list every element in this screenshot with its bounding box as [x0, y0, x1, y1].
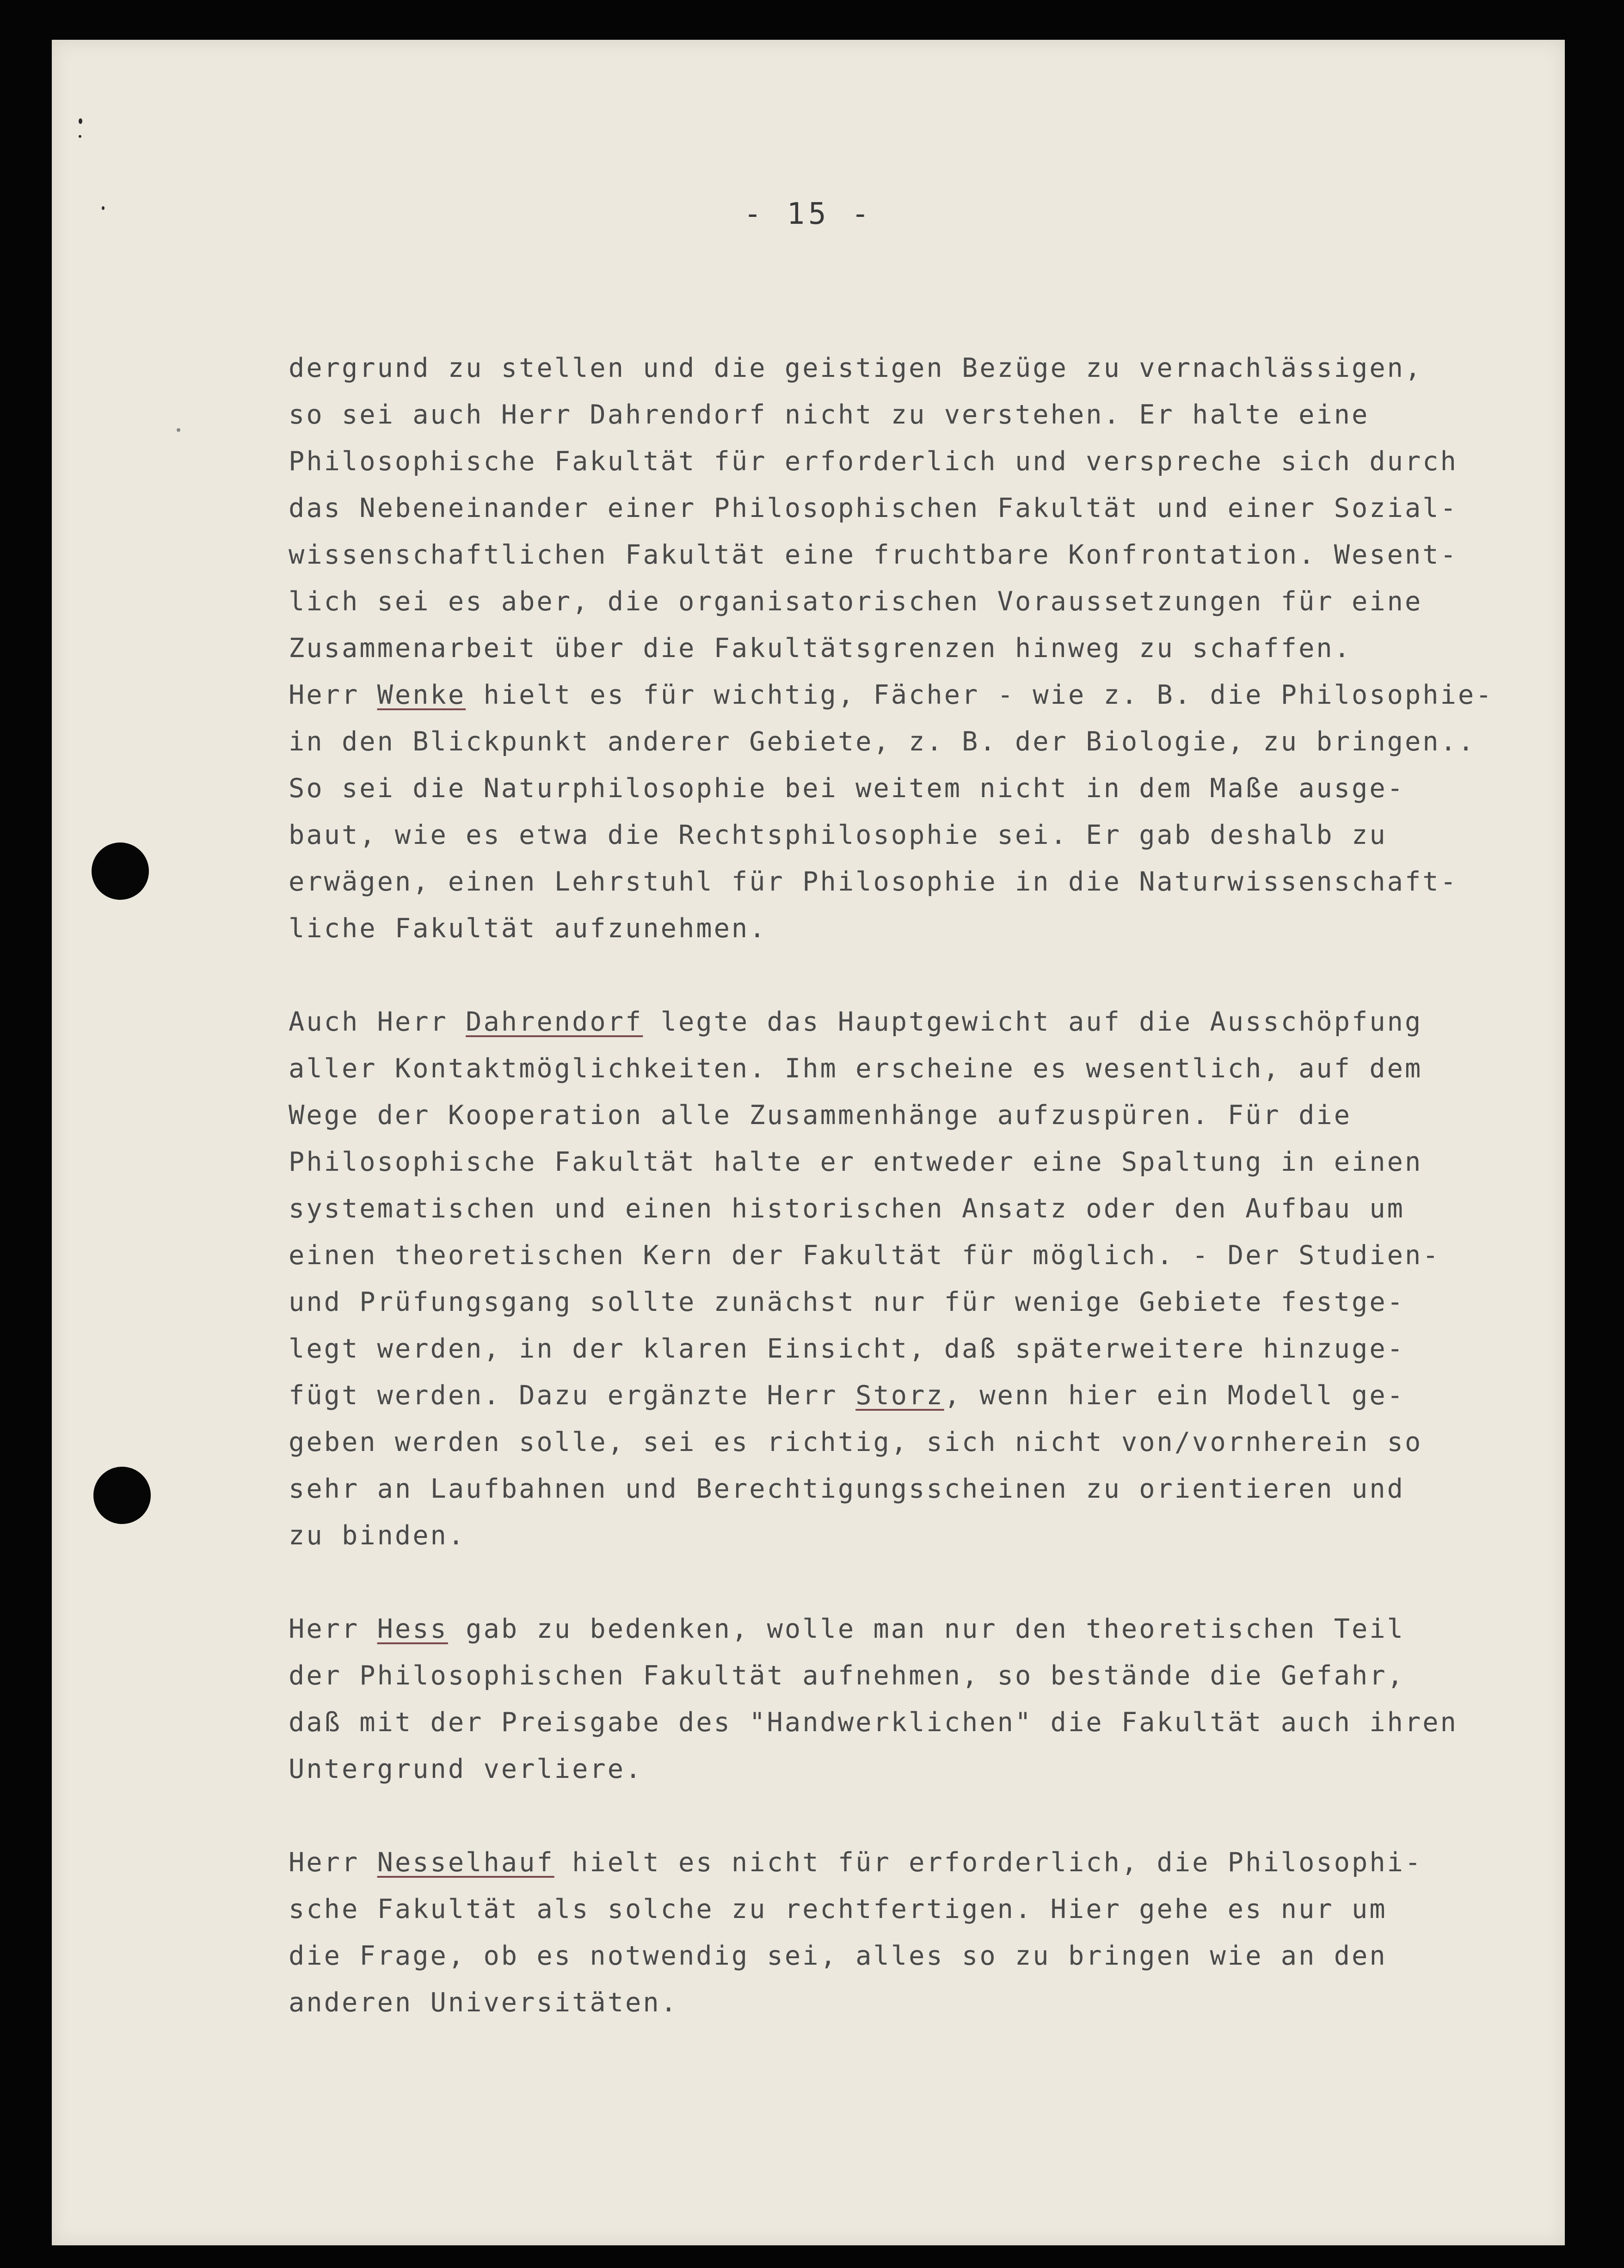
paragraph: [289, 1839, 1624, 2026]
speaker-name-underlined: Nesselhauf: [377, 1847, 554, 1878]
text-line: Untergrund verliere.: [289, 1754, 643, 1784]
page-number: - 15 -: [744, 197, 873, 231]
paragraph-gap: [289, 1793, 1624, 1839]
text-line: Wege der Kooperation alle Zusammenhänge aufzuspüren. Für die: [289, 1100, 1352, 1131]
text-line: der Philosophischen Fakultät aufnehmen, so bestände die Gefahr,: [289, 1660, 1405, 1691]
paragraph: [289, 345, 1624, 952]
text-line: [289, 1606, 1624, 1653]
text-segment: Herr: [289, 1614, 377, 1644]
text-segment: legte das Hauptgewicht auf die Ausschöpfung: [643, 1007, 1423, 1037]
speaker-name-underlined: Storz: [855, 1380, 944, 1411]
speaker-name-underlined: Hess: [377, 1614, 448, 1644]
text-line: legt werden, in der klaren Einsicht, daß späterweitere hinzuge-: [289, 1334, 1405, 1364]
text-line: [289, 1839, 1624, 1886]
text-line: [289, 672, 1624, 719]
paper-speck: [79, 135, 81, 138]
text-line: sche Fakultät als solche zu rechtfertigen. Hier gehe es nur um: [289, 1894, 1387, 1924]
text-line: dergrund zu stellen und die geistigen Bezüge zu vernachlässigen,: [289, 353, 1423, 383]
document-body: [289, 345, 1624, 2026]
text-segment: Herr: [289, 680, 377, 710]
text-line: sehr an Laufbahnen und Berechtigungsscheinen zu orientieren und: [289, 1474, 1405, 1504]
text-line: Philosophische Fakultät für erforderlich und verspreche sich durch: [289, 446, 1458, 477]
speaker-name-underlined: Dahrendorf: [466, 1007, 643, 1037]
paper-speck: [79, 118, 82, 124]
text-segment: fügt werden. Dazu ergänzte Herr: [289, 1380, 856, 1411]
paragraph: [289, 1606, 1624, 1793]
text-line: aller Kontaktmöglichkeiten. Ihm erscheine es wesentlich, auf dem: [289, 1053, 1423, 1084]
text-line: so sei auch Herr Dahrendorf nicht zu verstehen. Er halte eine: [289, 400, 1370, 430]
text-line: [289, 1372, 1624, 1419]
paragraph-gap: [289, 952, 1624, 999]
text-line: wissenschaftlichen Fakultät eine fruchtbare Konfrontation. Wesent-: [289, 540, 1458, 570]
text-line: [289, 999, 1624, 1045]
text-line: lich sei es aber, die organisatorischen Voraussetzungen für eine: [289, 586, 1423, 617]
text-line: So sei die Naturphilosophie bei weitem nicht in dem Maße ausge-: [289, 773, 1405, 804]
text-line: anderen Universitäten.: [289, 1987, 678, 2018]
text-line: daß mit der Preisgabe des "Handwerklichen" die Fakultät auch ihren: [289, 1707, 1458, 1738]
text-line: liche Fakultät aufzunehmen.: [289, 913, 767, 944]
text-segment: , wenn hier ein Modell ge-: [944, 1380, 1405, 1411]
text-segment: Herr: [289, 1847, 377, 1878]
text-line: die Frage, ob es notwendig sei, alles so zu bringen wie an den: [289, 1941, 1387, 1971]
text-line: systematischen und einen historischen Ansatz oder den Aufbau um: [289, 1193, 1405, 1224]
text-line: Philosophische Fakultät halte er entweder eine Spaltung in einen: [289, 1147, 1423, 1177]
paragraph-gap: [289, 1559, 1624, 1606]
punch-hole: [93, 1467, 151, 1524]
text-segment: gab zu bedenken, wolle man nur den theoretischen Teil: [448, 1614, 1405, 1644]
text-line: baut, wie es etwa die Rechtsphilosophie sei. Er gab deshalb zu: [289, 820, 1387, 850]
paragraph: [289, 999, 1624, 1559]
text-line: und Prüfungsgang sollte zunächst nur für wenige Gebiete festge-: [289, 1287, 1405, 1317]
text-line: einen theoretischen Kern der Fakultät für möglich. - Der Studien-: [289, 1240, 1440, 1271]
text-line: Zusammenarbeit über die Fakultätsgrenzen hinweg zu schaffen.: [289, 633, 1352, 664]
text-line: erwägen, einen Lehrstuhl für Philosophie in die Naturwissenschaft-: [289, 867, 1458, 897]
text-segment: hielt es für wichtig, Fächer - wie z. B. die Philosophie-: [466, 680, 1494, 710]
text-line: geben werden solle, sei es richtig, sich nicht von/vornherein so: [289, 1427, 1423, 1457]
punch-hole: [92, 842, 149, 900]
text-segment: Auch Herr: [289, 1007, 466, 1037]
document-page: [52, 40, 1565, 2245]
paper-speck: [177, 428, 180, 432]
text-segment: hielt es nicht für erforderlich, die Philosophi-: [554, 1847, 1423, 1878]
speaker-name-underlined: Wenke: [377, 680, 466, 710]
text-line: zu binden.: [289, 1520, 466, 1551]
text-line: in den Blickpunkt anderer Gebiete, z. B. der Biologie, zu bringen..: [289, 726, 1476, 757]
text-line: das Nebeneinander einer Philosophischen Fakultät und einer Sozial-: [289, 493, 1458, 523]
